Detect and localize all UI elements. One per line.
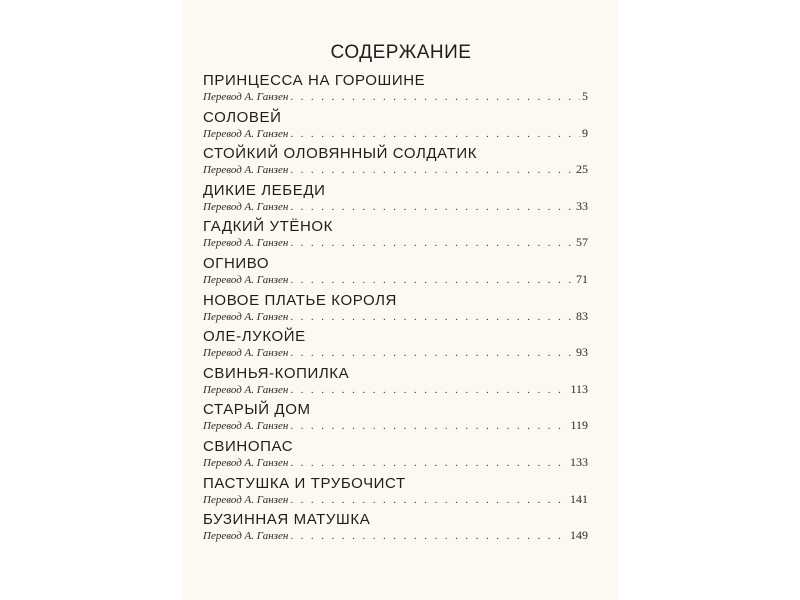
translator-credit: Перевод А. Ганзен bbox=[203, 237, 289, 250]
translator-credit: Перевод А. Ганзен bbox=[203, 200, 289, 213]
translator-credit: Перевод А. Ганзен bbox=[203, 383, 289, 396]
toc-entry bbox=[203, 72, 588, 109]
toc-entry-line bbox=[203, 309, 588, 325]
dot-leader bbox=[290, 493, 568, 508]
toc-entry-line bbox=[203, 272, 588, 288]
page-number: 113 bbox=[570, 381, 588, 396]
translator-credit: Перевод А. Ганзен bbox=[203, 127, 289, 140]
dot-leader bbox=[290, 273, 574, 288]
dot-leader bbox=[290, 346, 574, 361]
toc-entry bbox=[203, 401, 588, 438]
toc-entry bbox=[203, 109, 588, 146]
page-number: 25 bbox=[576, 162, 588, 177]
dot-leader bbox=[290, 127, 580, 142]
page-number: 5 bbox=[582, 89, 588, 103]
toc-entry bbox=[203, 182, 588, 219]
toc-entry bbox=[203, 511, 588, 548]
translator-credit: Перевод А. Ганзен bbox=[203, 347, 289, 360]
toc-entry bbox=[203, 328, 588, 365]
toc-entry bbox=[203, 255, 588, 292]
story-title: ДИКИЕ ЛЕБЕДИ bbox=[203, 181, 326, 199]
page-number: 93 bbox=[576, 345, 588, 360]
story-title: СОЛОВЕЙ bbox=[203, 108, 282, 126]
page-number: 133 bbox=[570, 454, 588, 469]
toc-entry bbox=[203, 438, 588, 475]
translator-credit: Перевод А. Ганзен bbox=[203, 456, 289, 469]
translator-credit: Перевод А. Ганзен bbox=[203, 164, 289, 177]
toc-entry-line bbox=[203, 455, 588, 471]
toc-entry-line bbox=[203, 418, 588, 434]
page-number: 83 bbox=[576, 308, 588, 323]
story-title: ПАСТУШКА И ТРУБОЧИСТ bbox=[203, 474, 406, 492]
story-title: ГАДКИЙ УТЁНОК bbox=[203, 218, 333, 236]
toc-list bbox=[203, 72, 588, 548]
dot-leader bbox=[290, 200, 574, 215]
dot-leader bbox=[290, 310, 574, 325]
toc-entry bbox=[203, 145, 588, 182]
translator-credit: Перевод А. Ганзен bbox=[203, 530, 289, 543]
page-number: 9 bbox=[582, 125, 588, 140]
toc-entry-line bbox=[203, 89, 588, 105]
story-title: НОВОЕ ПЛАТЬЕ КОРОЛЯ bbox=[203, 291, 397, 309]
page-number: 71 bbox=[576, 271, 588, 286]
dot-leader bbox=[290, 529, 568, 544]
toc-entry-line bbox=[203, 126, 588, 142]
dot-leader bbox=[290, 236, 574, 251]
book-page bbox=[183, 0, 619, 600]
page-number: 141 bbox=[570, 491, 588, 506]
toc-entry-line bbox=[203, 199, 588, 215]
page-number: 33 bbox=[576, 198, 588, 213]
toc-entry-line bbox=[203, 492, 588, 508]
story-title: ОЛЕ-ЛУКОЙЕ bbox=[203, 328, 306, 346]
dot-leader bbox=[290, 419, 568, 434]
page-number: 57 bbox=[576, 235, 588, 250]
toc-entry bbox=[203, 475, 588, 512]
story-title: СТАРЫЙ ДОМ bbox=[203, 401, 311, 419]
page-number: 119 bbox=[570, 418, 588, 433]
translator-credit: Перевод А. Ганзен bbox=[203, 310, 289, 323]
toc-entry bbox=[203, 292, 588, 329]
toc-entry-line bbox=[203, 162, 588, 178]
translator-credit: Перевод А. Ганзен bbox=[203, 493, 289, 506]
story-title: БУЗИННАЯ МАТУШКА bbox=[203, 511, 371, 529]
toc-heading: СОДЕРЖАНИЕ bbox=[330, 42, 472, 63]
dot-leader bbox=[290, 90, 580, 105]
page-number: 149 bbox=[570, 528, 588, 543]
story-title: ПРИНЦЕССА НА ГОРОШИНЕ bbox=[203, 72, 426, 89]
toc-entry-line bbox=[203, 235, 588, 251]
story-title: СВИНЬЯ-КОПИЛКА bbox=[203, 364, 350, 382]
toc-entry bbox=[203, 218, 588, 255]
story-title: ОГНИВО bbox=[203, 254, 270, 272]
story-title: СВИНОПАС bbox=[203, 437, 294, 455]
story-title: СТОЙКИЙ ОЛОВЯННЫЙ СОЛДАТИК bbox=[203, 145, 478, 163]
toc-entry-line bbox=[203, 528, 588, 544]
dot-leader bbox=[290, 456, 568, 471]
translator-credit: Перевод А. Ганзен bbox=[203, 420, 289, 433]
translator-credit: Перевод А. Ганзен bbox=[203, 91, 289, 103]
toc-entry bbox=[203, 365, 588, 402]
translator-credit: Перевод А. Ганзен bbox=[203, 273, 289, 286]
dot-leader bbox=[290, 383, 568, 398]
toc-entry-line bbox=[203, 345, 588, 361]
dot-leader bbox=[290, 163, 574, 178]
toc-entry-line bbox=[203, 382, 588, 398]
